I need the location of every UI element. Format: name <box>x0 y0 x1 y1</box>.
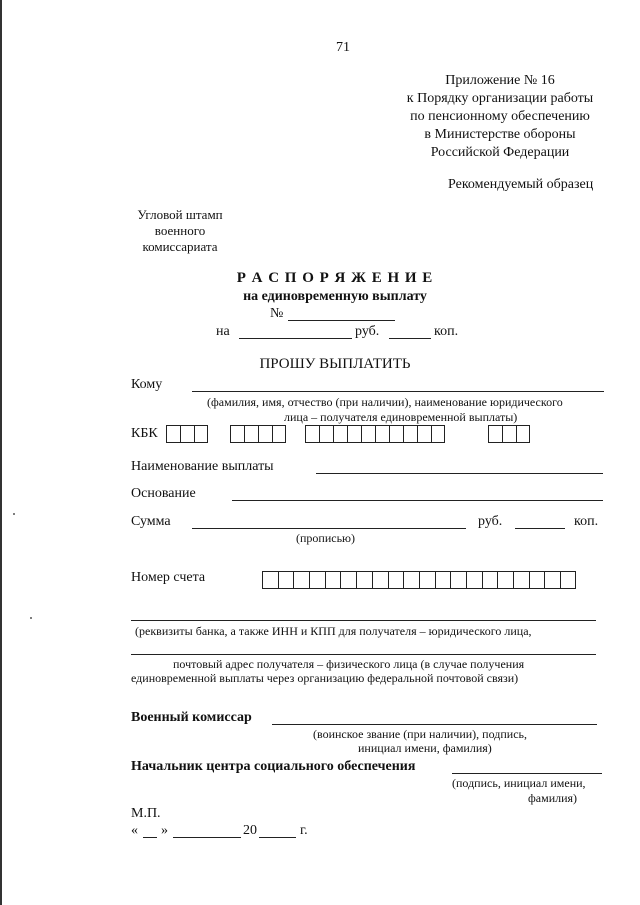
appendix-line-3: по пенсионному обеспечению <box>410 109 590 124</box>
account-cell[interactable] <box>529 571 545 589</box>
kbk-cell[interactable] <box>194 425 208 443</box>
kbk-group-2[interactable] <box>230 425 286 443</box>
recipient-field[interactable] <box>192 391 604 392</box>
stamp-line-2: военного <box>154 223 206 238</box>
account-cell[interactable] <box>513 571 529 589</box>
kbk-cell[interactable] <box>361 425 375 443</box>
year-suffix: г. <box>300 823 308 838</box>
amount-rub-label: руб. <box>355 324 380 339</box>
appendix-line-4: в Министерстве обороны <box>424 127 576 142</box>
sample-label: Рекомендуемый образец <box>448 177 594 192</box>
kbk-cell[interactable] <box>319 425 333 443</box>
sum-hint: (прописью) <box>296 531 356 545</box>
account-cell[interactable] <box>497 571 513 589</box>
account-cell[interactable] <box>325 571 341 589</box>
appendix-line-2: к Порядку организации работы <box>406 91 594 106</box>
account-cell[interactable] <box>388 571 404 589</box>
account-cell[interactable] <box>435 571 451 589</box>
date-close-quote: » <box>161 823 168 838</box>
payment-name-field[interactable] <box>316 473 603 474</box>
kbk-group-4[interactable] <box>488 425 530 443</box>
date-year-field[interactable] <box>259 837 296 838</box>
account-cell[interactable] <box>309 571 325 589</box>
appendix-line-5: Российской Федерации <box>430 145 570 160</box>
sum-label: Сумма <box>131 514 171 529</box>
chief-label: Начальник центра социального обеспечения <box>131 759 416 774</box>
commissar-label: Военный комиссар <box>131 710 252 725</box>
account-cell[interactable] <box>419 571 435 589</box>
amount-prefix: на <box>216 324 230 339</box>
kbk-cell[interactable] <box>502 425 516 443</box>
kbk-cell[interactable] <box>417 425 431 443</box>
document-title: Р А С П О Р Я Ж Е Н И Е <box>236 270 434 286</box>
kbk-cell[interactable] <box>180 425 194 443</box>
sum-kop-field[interactable] <box>515 528 565 529</box>
kbk-cell[interactable] <box>431 425 445 443</box>
amount-rub-field[interactable] <box>239 338 352 339</box>
kbk-group-3[interactable] <box>305 425 445 443</box>
commissar-signature-field[interactable] <box>272 724 597 725</box>
basis-label: Основание <box>131 486 196 501</box>
account-cell[interactable] <box>403 571 419 589</box>
account-cell[interactable] <box>372 571 388 589</box>
year-prefix: 20 <box>243 823 257 838</box>
date-day-field[interactable] <box>143 837 157 838</box>
account-cell[interactable] <box>278 571 294 589</box>
kbk-cell[interactable] <box>488 425 502 443</box>
kbk-cell[interactable] <box>375 425 389 443</box>
account-cell[interactable] <box>450 571 466 589</box>
stamp-place: М.П. <box>131 806 161 821</box>
account-number-cells[interactable] <box>262 571 576 589</box>
amount-kop-label: коп. <box>434 324 459 339</box>
chief-signature-field[interactable] <box>452 773 602 774</box>
kbk-cell[interactable] <box>403 425 417 443</box>
bank-hint: (реквизиты банка, а также ИНН и КПП для получателя – юридического лица, <box>135 624 532 638</box>
address-hint-2: единовременной выплаты через организацию федеральной почтовой связи) <box>131 671 519 685</box>
kbk-cell[interactable] <box>333 425 347 443</box>
address-field[interactable] <box>131 654 596 655</box>
chief-hint-1: (подпись, инициал имени, <box>452 776 586 790</box>
address-hint-1: почтовый адрес получателя – физического лица (в случае получения <box>173 657 525 671</box>
sum-kop-label: коп. <box>574 514 599 529</box>
document-subtitle: на единовременную выплату <box>243 289 427 304</box>
account-cell[interactable] <box>466 571 482 589</box>
account-cell[interactable] <box>293 571 309 589</box>
kbk-label: КБК <box>131 426 158 441</box>
account-cell[interactable] <box>340 571 356 589</box>
account-cell[interactable] <box>262 571 278 589</box>
recipient-label: Кому <box>131 377 163 392</box>
sum-words-field[interactable] <box>192 528 466 529</box>
scan-speck <box>30 617 32 619</box>
request-heading: ПРОШУ ВЫПЛАТИТЬ <box>259 356 411 372</box>
account-cell[interactable] <box>356 571 372 589</box>
account-cell[interactable] <box>560 571 576 589</box>
kbk-group-1[interactable] <box>166 425 208 443</box>
account-cell[interactable] <box>544 571 560 589</box>
date-month-field[interactable] <box>173 837 241 838</box>
kbk-cell[interactable] <box>258 425 272 443</box>
kbk-cell[interactable] <box>244 425 258 443</box>
chief-hint-2: фамилия) <box>528 791 578 805</box>
stamp-line-1: Угловой штамп <box>137 207 223 222</box>
stamp-line-3: комиссариата <box>142 239 218 254</box>
scan-speck <box>13 513 15 515</box>
appendix-line-1: Приложение № 16 <box>445 73 555 88</box>
kbk-cell[interactable] <box>272 425 286 443</box>
page-left-edge <box>0 0 2 905</box>
kbk-cell[interactable] <box>389 425 403 443</box>
date-open-quote: « <box>131 823 138 838</box>
payment-name-label: Наименование выплаты <box>131 459 274 474</box>
kbk-cell[interactable] <box>230 425 244 443</box>
page-number: 71 <box>336 40 350 55</box>
recipient-hint-1: (фамилия, имя, отчество (при наличии), наименование юридического <box>207 395 563 409</box>
bank-details-field[interactable] <box>131 620 596 621</box>
kbk-cell[interactable] <box>516 425 530 443</box>
sum-rub-label: руб. <box>478 514 503 529</box>
account-cell[interactable] <box>482 571 498 589</box>
commissar-hint-1: (воинское звание (при наличии), подпись, <box>313 727 527 741</box>
basis-field[interactable] <box>232 500 603 501</box>
recipient-hint-2: лица – получателя единовременной выплаты) <box>284 410 518 424</box>
kbk-cell[interactable] <box>166 425 180 443</box>
kbk-cell[interactable] <box>347 425 361 443</box>
number-prefix: № <box>270 306 284 321</box>
account-label: Номер счета <box>131 570 206 585</box>
amount-kop-field[interactable] <box>389 338 431 339</box>
number-field[interactable] <box>288 320 395 321</box>
commissar-hint-2: инициал имени, фамилия) <box>358 741 492 755</box>
kbk-cell[interactable] <box>305 425 319 443</box>
